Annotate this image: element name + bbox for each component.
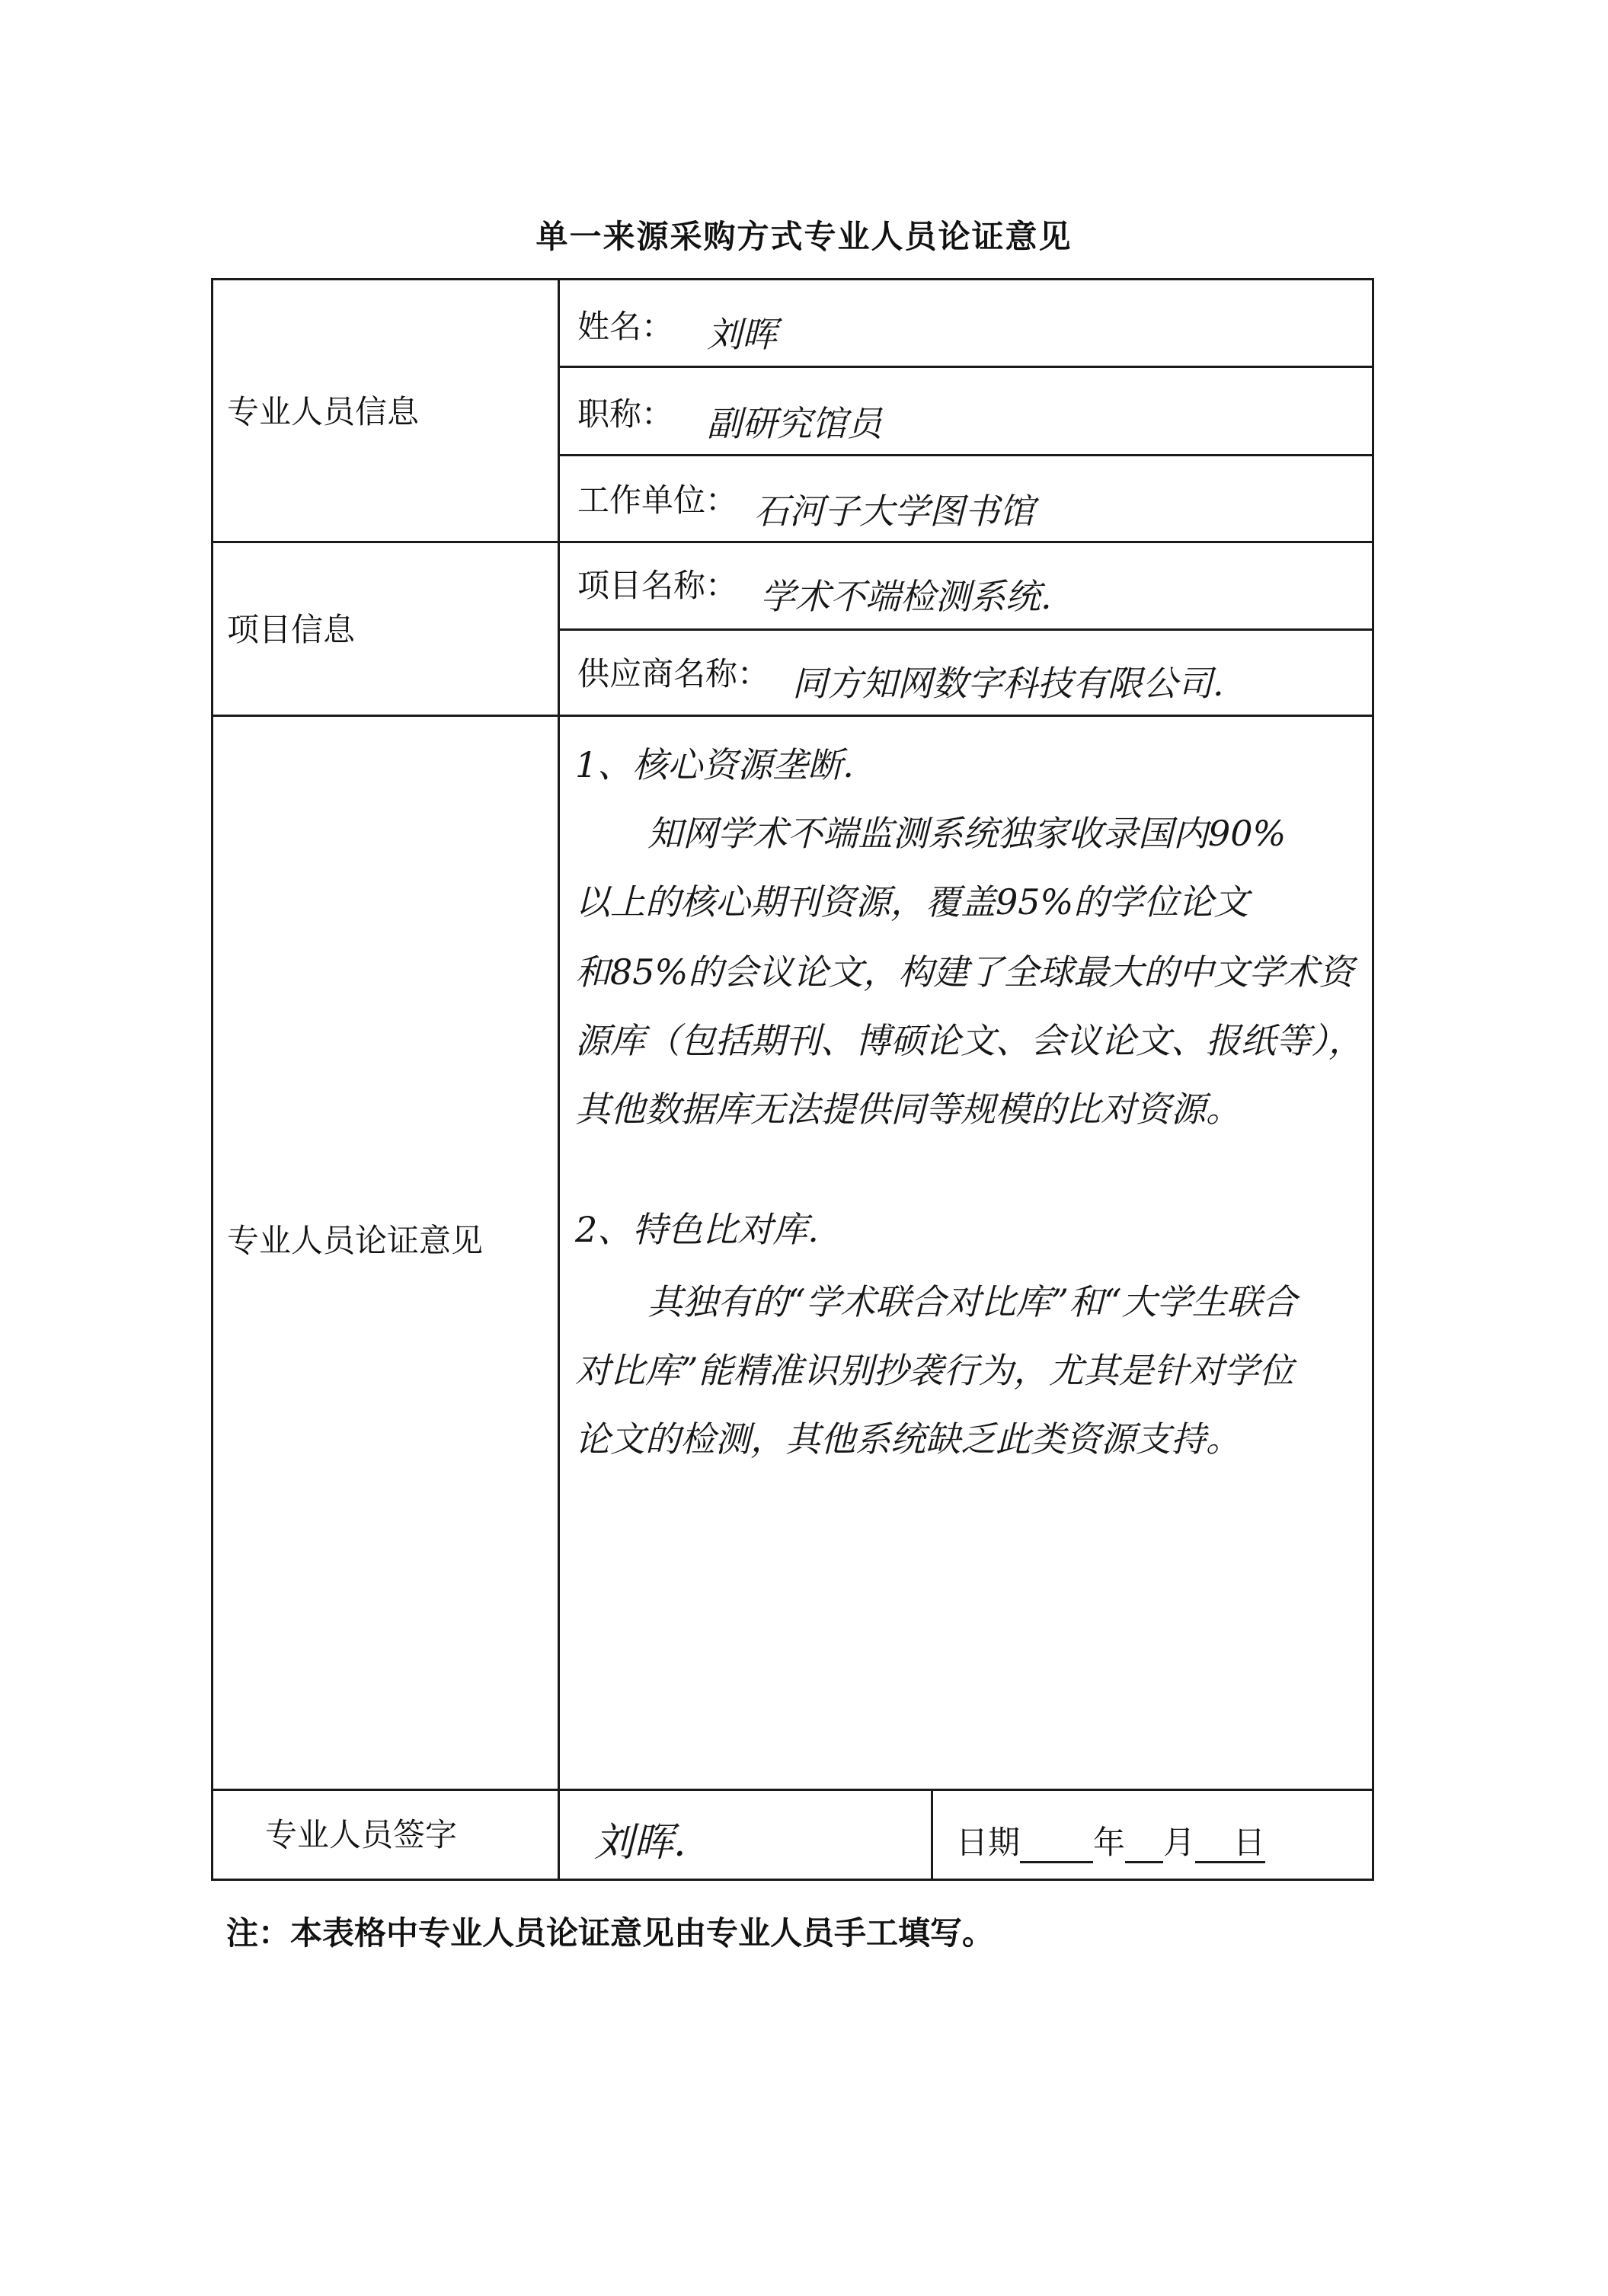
signature-value: 刘晖. xyxy=(594,1820,686,1866)
section-separator xyxy=(213,1789,1372,1791)
section-project-info: 项目信息 xyxy=(227,611,356,648)
opinion-line: 2、特色比对库. xyxy=(575,1209,819,1250)
opinion-line: 知网学术不端监测系统独家收录国内90% xyxy=(647,813,1287,854)
page-title: 单一来源采购方式专业人员论证意见 xyxy=(535,218,1073,255)
supplier-name-value: 同方知网数字科技有限公司. xyxy=(792,663,1224,704)
name-label: 姓名： xyxy=(577,308,674,345)
column-divider xyxy=(558,280,560,1879)
supplier-name-label: 供应商名称： xyxy=(577,655,770,692)
opinion-line: 以上的核心期刊资源，覆盖95%的学位论文 xyxy=(575,881,1249,923)
section-separator xyxy=(213,541,1372,543)
name-value: 刘晖 xyxy=(707,314,777,355)
work-unit-label: 工作单位： xyxy=(577,481,738,519)
work-unit-value: 石河子大学图书馆 xyxy=(754,491,1034,532)
row-separator xyxy=(558,366,1372,368)
project-name-label: 项目名称： xyxy=(577,567,738,604)
section-opinion: 专业人员论证意见 xyxy=(227,1222,484,1259)
row-separator xyxy=(558,454,1372,456)
date-day: 日 xyxy=(1233,1824,1265,1863)
project-name-value: 学术不端检测系统. xyxy=(760,576,1052,617)
opinion-line: 论文的检测，其他系统缺乏此类资源支持。 xyxy=(575,1418,1241,1460)
row-separator xyxy=(558,628,1372,631)
title-label: 职称： xyxy=(577,395,674,433)
opinion-line: 源库（包括期刊、博硕论文、会议论文、报纸等）， xyxy=(575,1020,1363,1061)
opinion-line: 和85%的会议论文，构建了全球最大的中文学术资 xyxy=(575,951,1354,993)
footnote: 注：本表格中专业人员论证意见由专业人员手工填写。 xyxy=(226,1914,995,1952)
section-separator xyxy=(213,715,1372,717)
date-label: 日期 xyxy=(956,1824,1021,1861)
opinion-line: 1、核心资源垄断. xyxy=(575,744,854,785)
date-year: 年 xyxy=(1093,1824,1126,1861)
section-signature: 专业人员签字 xyxy=(265,1816,458,1853)
title-value: 副研究馆员 xyxy=(707,403,882,444)
opinion-line: 其独有的“学术联合对比库”和“大学生联合 xyxy=(647,1281,1297,1322)
argument-form xyxy=(211,278,1374,1881)
signature-divider xyxy=(931,1789,933,1879)
date-field xyxy=(956,1818,1265,1863)
date-month: 月 xyxy=(1163,1824,1196,1861)
section-personnel-info: 专业人员信息 xyxy=(227,393,420,430)
opinion-line: 其他数据库无法提供同等规模的比对资源。 xyxy=(575,1089,1241,1130)
opinion-line: 对比库”能精准识别抄袭行为，尤其是针对学位 xyxy=(575,1350,1294,1391)
